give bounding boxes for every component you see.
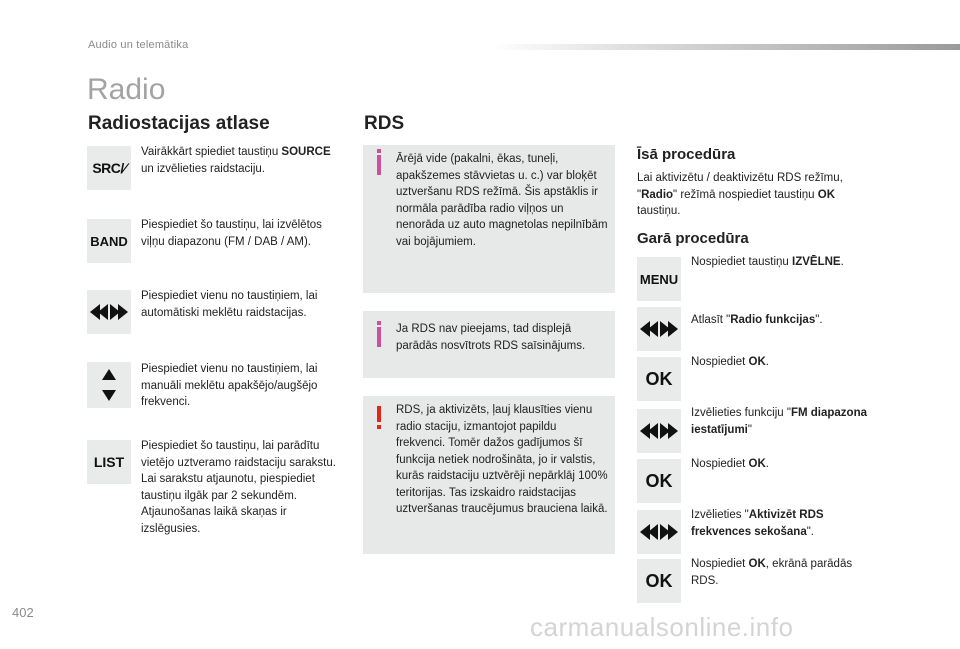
station-item-text: Piespiediet šo taustiņu, lai parādītu vietējo uztveramo raidstaciju sarakstu. Lai sarakstu atjaunotu, piespiediet taustiņu ilgāk par 2 sekundēm. Atjaunošanas laikā skaņas ir izslēgusies. [141,440,336,535]
note-text: RDS, ja aktivizēts, ļauj klausīties vienu radio staciju, izmantojot papildu frekvenci. Tomēr dažos gadījumos šī funkcija netiek nodrošināta, jo ir valstis, kurās raidstaciju uztvērēji nepārklāj 100% teritorijas. Tas izskaidro raidstacijas uztveršanas traucējumus brauciena laikā. [396,404,608,515]
step-text: Atlasīt "Radio funkcijas". [691,314,823,326]
station-selection-heading: Radiostacijas atlase [88,113,270,134]
note-text: Ja RDS nav pieejams, tad displejā parādās nosvītrots RDS saīsinājums. [396,323,586,352]
station-item-text: Piespiediet vienu no taustiņiem, lai manuāli meklētu apakšējo/augšējo frekvenci. [141,363,318,408]
station-item-text: Piespiediet vienu no taustiņiem, lai automātiski meklētu raidstacijas. [141,290,318,319]
menu-key-icon: MENU [637,257,681,301]
seek-arrows-icon [637,409,681,453]
info-note [363,145,615,293]
station-item-text: Piespiediet šo taustiņu, lai izvēlētos viļņu diapazonu (FM / DAB / AM). [141,219,322,248]
ok-key-icon: OK [637,357,681,401]
short-procedure-text: Lai aktivizētu / deaktivizētu RDS režīmu, "Radio" režīmā nospiediet taustiņu OK taustiņu. [637,172,843,217]
step-text: Nospiediet OK. [691,356,769,368]
warning-note [363,396,615,554]
info-marker [377,155,381,175]
step-text: Izvēlieties funkciju "FM diapazona iestatījumi" [691,407,867,436]
ok-key-icon: OK [637,559,681,603]
seek-arrows-icon [637,307,681,351]
ok-key-icon: OK [637,459,681,503]
page-title: Radio [87,73,166,106]
note-text: Ārējā vide (pakalni, ēkas, tuneļi, apakšzemes stāvvietas u. c.) var bloķēt uztveršanu RDS režīmā. Šis apstāklis ir normāla parādība radio viļņos un nenorāda uz auto magnetolas nepilnībām vai bojājumiem. [396,153,608,248]
watermark: carmanualsonline.info [530,612,794,642]
band-key-icon: BAND [87,219,131,263]
seek-arrows-icon [637,510,681,554]
info-icon [377,149,381,153]
short-procedure-heading: Īsā procedūra [637,146,736,163]
info-note [363,311,615,378]
up-down-arrows-icon [87,362,131,408]
rds-heading: RDS [364,113,405,134]
info-icon [377,321,381,325]
step-text: Nospiediet taustiņu IZVĒLNE. [691,256,844,268]
info-marker [377,327,381,347]
list-key-icon: LIST [87,440,131,484]
page-number: 402 [12,605,34,620]
warning-icon [377,406,381,422]
section-label: Audio un telemātika [88,39,189,51]
seek-arrows-icon [87,290,131,334]
warning-dot [377,425,381,429]
step-text: Nospiediet OK. [691,458,769,470]
step-text: Izvēlieties "Aktivizēt RDS frekvences sekošana". [691,509,824,538]
long-procedure-heading: Garā procedūra [637,230,749,247]
step-text: Nospiediet OK, ekrānā parādās RDS. [691,558,853,587]
src-key-icon: SRC/∕ [87,146,131,190]
header-divider [490,44,960,50]
station-item-text: Vairākkārt spiediet taustiņu SOURCE un izvēlieties raidstaciju. [141,146,331,175]
